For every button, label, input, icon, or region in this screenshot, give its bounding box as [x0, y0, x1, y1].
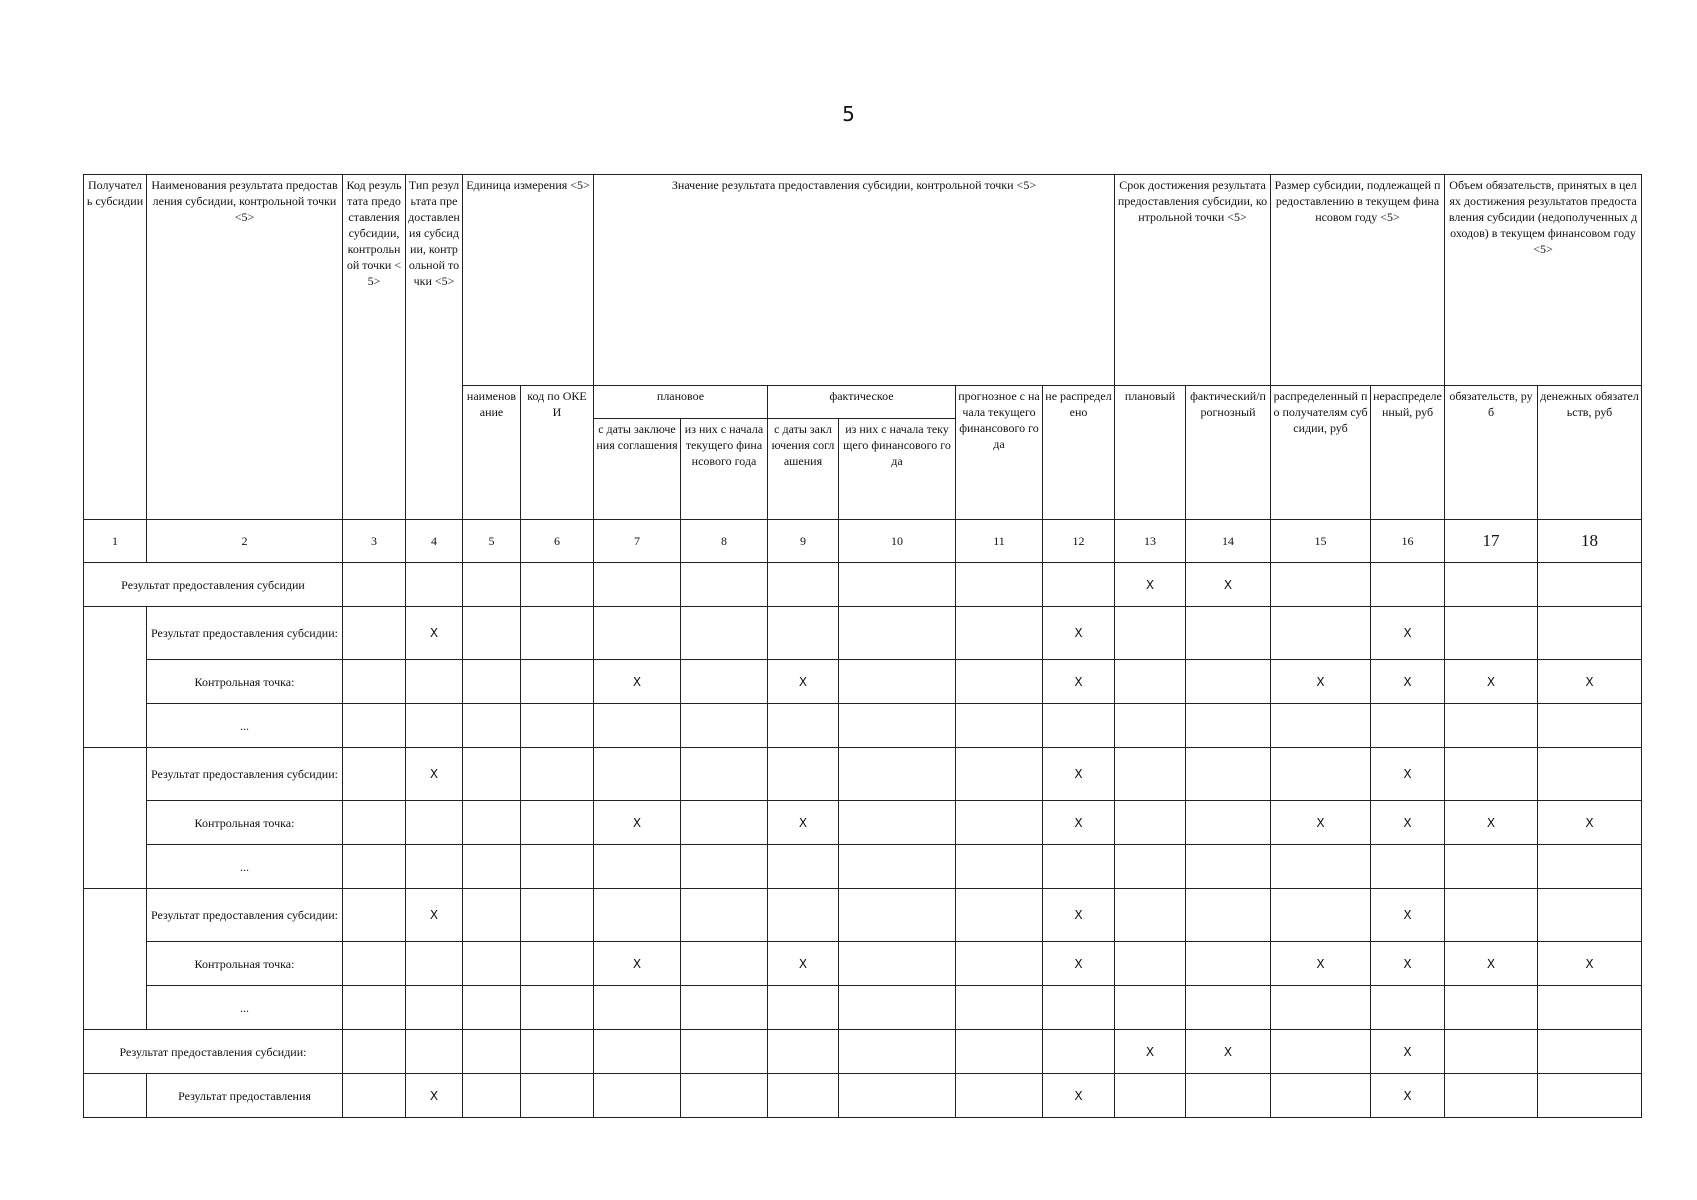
table-row: [84, 845, 1642, 889]
table-row: [84, 660, 1642, 704]
header-unit-okei: код по ОКЕИ: [521, 386, 594, 520]
cell-x: X: [1043, 942, 1115, 986]
cell-x: X: [1043, 748, 1115, 801]
table-row: [84, 889, 1642, 942]
cell-x: X: [1371, 748, 1445, 801]
cell-x: X: [1538, 660, 1642, 704]
header-obligations: Объем обязательств, принятых в целях достижения результатов предоставления субсидии (недополученных доходов) в текущем финансовом году <5>: [1445, 175, 1642, 386]
cell-x: X: [1371, 801, 1445, 845]
cell-x: X: [406, 607, 463, 660]
col-num: 3: [343, 520, 406, 563]
col-num: 17: [1445, 520, 1538, 563]
cell-x: X: [1043, 660, 1115, 704]
header-monetary-rub: денежных обязательств, руб: [1538, 386, 1642, 520]
cell-x: X: [1538, 942, 1642, 986]
table-row: [84, 704, 1642, 748]
recipient-cell: [84, 607, 147, 748]
cell-x: X: [1115, 1030, 1186, 1074]
header-code: Код результата предоставления субсидии, контрольной точки <5>: [343, 175, 406, 520]
row-label: Контрольная точка:: [147, 942, 343, 986]
page-number: 5: [842, 102, 855, 126]
table-row: [84, 801, 1642, 845]
header-obligations-rub: обязательств, руб: [1445, 386, 1538, 520]
col-num: 18: [1538, 520, 1642, 563]
header-subsidy-size: Размер субсидии, подлежащей предоставлению в текущем финансовом году <5>: [1271, 175, 1445, 386]
cell-x: X: [1538, 801, 1642, 845]
col-num: 4: [406, 520, 463, 563]
cell-x: X: [1371, 942, 1445, 986]
header-undistributed-rub: нераспределенный, руб: [1371, 386, 1445, 520]
header-distributed: распределенный по получателям субсидии, руб: [1271, 386, 1371, 520]
cell-x: X: [768, 801, 839, 845]
table-row: [84, 748, 1642, 801]
header-row-top: [84, 175, 1642, 386]
cell-x: X: [1445, 801, 1538, 845]
header-planned-from-agreement: с даты заключения соглашения: [594, 419, 681, 520]
table-row: [84, 563, 1642, 607]
recipient-cell: [84, 748, 147, 889]
cell-x: X: [768, 660, 839, 704]
col-num: 9: [768, 520, 839, 563]
cell-x: X: [1186, 1030, 1271, 1074]
table-row: [84, 1030, 1642, 1074]
row-label: Результат предоставления субсидии:: [147, 889, 343, 942]
header-unit-name: наименование: [463, 386, 521, 520]
cell-x: X: [1371, 889, 1445, 942]
col-num: 13: [1115, 520, 1186, 563]
row-label: Результат предоставления: [147, 1074, 343, 1118]
cell-x: X: [1186, 563, 1271, 607]
header-actual-from-year-start: из них с начала текущего финансового года: [839, 419, 956, 520]
col-num: 16: [1371, 520, 1445, 563]
row-label: ...: [147, 704, 343, 748]
row-label: Результат предоставления субсидии:: [147, 607, 343, 660]
cell-x: X: [1271, 942, 1371, 986]
table-row: [84, 1074, 1642, 1118]
report-table: [83, 174, 1642, 1118]
header-forecast: прогнозное с начала текущего финансового года: [956, 386, 1043, 520]
table-row: [84, 942, 1642, 986]
cell-x: X: [1371, 660, 1445, 704]
col-num: 7: [594, 520, 681, 563]
cell-x: X: [1445, 942, 1538, 986]
row-label: Результат предоставления субсидии: [84, 563, 343, 607]
header-unit: Единица измерения <5>: [463, 175, 594, 386]
header-deadline-actual: фактический/прогнозный: [1186, 386, 1271, 520]
header-deadline-planned: плановый: [1115, 386, 1186, 520]
col-num: 15: [1271, 520, 1371, 563]
cell-x: X: [768, 942, 839, 986]
cell-x: X: [1043, 1074, 1115, 1118]
col-num: 8: [681, 520, 768, 563]
cell-x: X: [406, 1074, 463, 1118]
cell-x: X: [1115, 563, 1186, 607]
cell-x: X: [1371, 1074, 1445, 1118]
cell-x: X: [1371, 607, 1445, 660]
col-num: 10: [839, 520, 956, 563]
col-num: 5: [463, 520, 521, 563]
col-num: 12: [1043, 520, 1115, 563]
col-num: 1: [84, 520, 147, 563]
col-num: 14: [1186, 520, 1271, 563]
column-number-row: [84, 520, 1642, 563]
header-deadline: Срок достижения результата предоставления субсидии, контрольной точки <5>: [1115, 175, 1271, 386]
cell-x: X: [594, 942, 681, 986]
cell-x: X: [1371, 1030, 1445, 1074]
cell-x: X: [594, 801, 681, 845]
header-planned: плановое: [594, 386, 768, 419]
row-label: ...: [147, 986, 343, 1030]
cell-x: X: [1271, 801, 1371, 845]
row-label: Результат предоставления субсидии:: [147, 748, 343, 801]
recipient-cell: [84, 1074, 147, 1118]
header-actual-from-agreement: с даты заключения соглашения: [768, 419, 839, 520]
col-num: 6: [521, 520, 594, 563]
row-label: Результат предоставления субсидии:: [84, 1030, 343, 1074]
header-planned-from-year-start: из них с начала текущего финансового года: [681, 419, 768, 520]
cell-x: X: [1043, 889, 1115, 942]
header-recipient: Получатель субсидии: [84, 175, 147, 520]
row-label: ...: [147, 845, 343, 889]
header-undistributed: не распределено: [1043, 386, 1115, 520]
cell-x: X: [1043, 607, 1115, 660]
col-num: 11: [956, 520, 1043, 563]
header-type: Тип результата предоставления субсидии, контрольной точки <5>: [406, 175, 463, 520]
header-value: Значение результата предоставления субсидии, контрольной точки <5>: [594, 175, 1115, 386]
cell-x: X: [406, 748, 463, 801]
row-label: Контрольная точка:: [147, 660, 343, 704]
cell-x: X: [1445, 660, 1538, 704]
row-label: Контрольная точка:: [147, 801, 343, 845]
table-row: [84, 607, 1642, 660]
cell-x: X: [1271, 660, 1371, 704]
cell-x: X: [594, 660, 681, 704]
recipient-cell: [84, 889, 147, 1030]
col-num: 2: [147, 520, 343, 563]
table-row: [84, 986, 1642, 1030]
header-result-name: Наименования результата предоставления субсидии, контрольной точки <5>: [147, 175, 343, 520]
cell-x: X: [406, 889, 463, 942]
cell-x: X: [1043, 801, 1115, 845]
header-actual: фактическое: [768, 386, 956, 419]
